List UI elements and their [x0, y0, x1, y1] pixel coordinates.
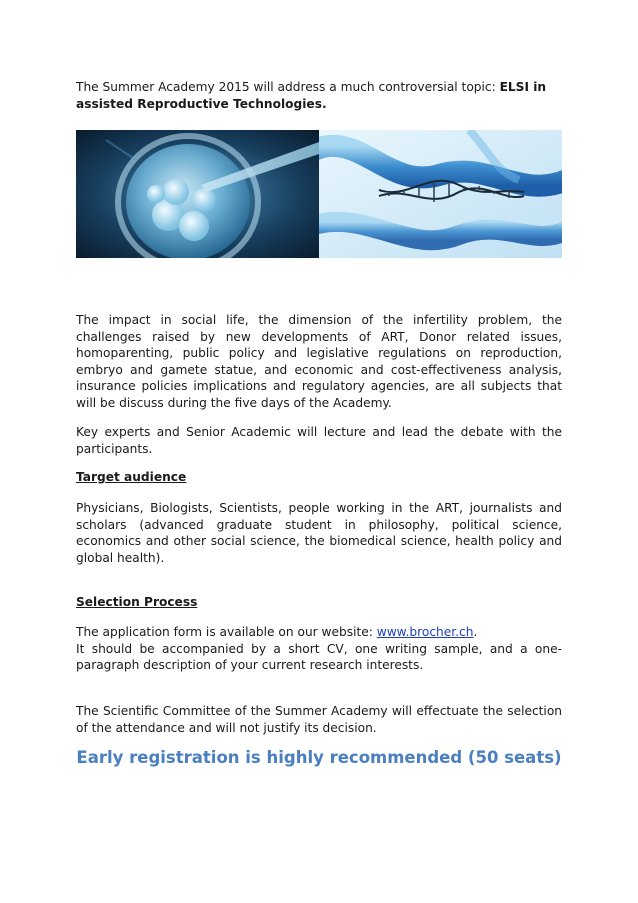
intro-text: The Summer Academy 2015 will address a much controversial topic: — [76, 80, 500, 94]
early-registration-notice: Early registration is highly recommended (50 seats) — [76, 748, 562, 767]
selection-line2: It should be accompanied by a short CV, one writing sample, and a one-paragraph description of your current research interests. — [76, 641, 562, 672]
experts-paragraph: Key experts and Senior Academic will lecture and lead the debate with the participants. — [76, 425, 562, 456]
intro-paragraph — [76, 79, 562, 112]
dna-helix-image — [319, 130, 562, 258]
committee-paragraph: The Scientific Committee of the Summer Academy will effectuate the selection of the attendance and will not justify its decision. — [76, 704, 562, 735]
impact-paragraph: The impact in social life, the dimension of the infertility problem, the challenges raised by new developments of ART, Donor related issues, homoparenting, public policy and legislative regulations on reproduction, embryo and gamete statue, and economic and cost-effectiveness analysis, insurance policies implications and regulatory agencies, are all subjects that will be discuss during the five days of the Academy. — [76, 313, 562, 410]
selection-line1: The application form is available on our website: — [76, 625, 377, 639]
selection-process-heading: Selection Process — [76, 595, 198, 609]
target-audience-heading: Target audience — [76, 470, 187, 484]
website-link[interactable]: www.brocher.ch — [376, 625, 474, 639]
selection-line1-end: . — [473, 625, 478, 639]
selection-paragraph — [76, 624, 562, 674]
header-images — [76, 130, 562, 258]
target-audience-paragraph: Physicians, Biologists, Scientists, people working in the ART, journalists and scholars (advanced graduate student in philosophy, political science, economics and other social science, the biomedical science, health policy and global health). — [76, 501, 562, 565]
intro-topic: ELSI in assisted Reproductive Technologies. — [76, 80, 547, 111]
embryo-micrograph-image — [76, 130, 319, 258]
